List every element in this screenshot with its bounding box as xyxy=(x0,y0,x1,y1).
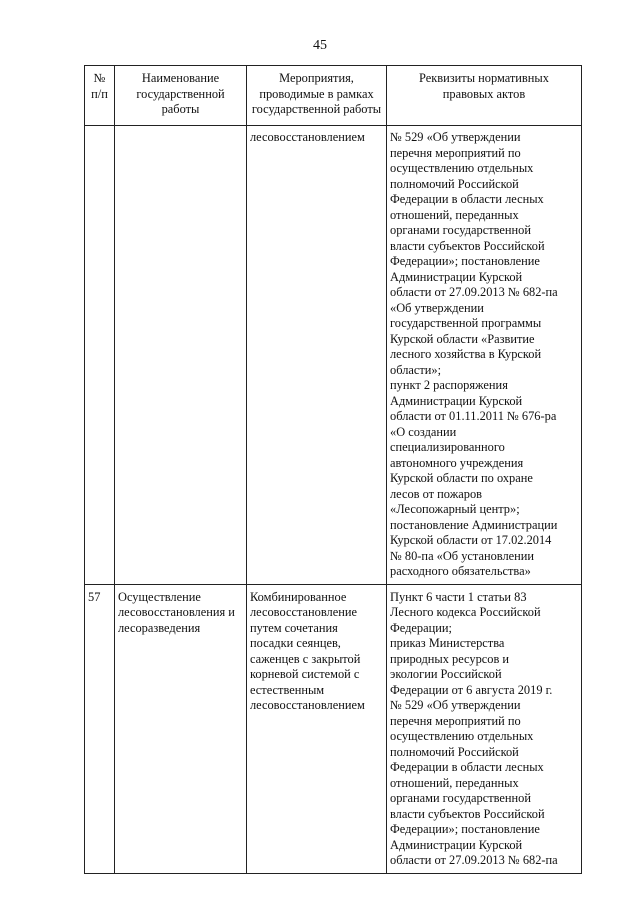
row-measures: Комбинированное лесовосстановление путем сочетания посадки сеянцев, саженцев с закрытой корневой системой с естественным лесовосстановлением xyxy=(247,584,387,873)
document-table xyxy=(84,65,582,874)
page-number: 45 xyxy=(313,38,327,53)
row-work-name xyxy=(115,126,247,585)
row-number: 57 xyxy=(85,584,115,873)
header-measures: Мероприятия, проводимые в рамках государственной работы xyxy=(247,66,387,126)
header-legal-acts: Реквизиты нормативных правовых актов xyxy=(387,66,582,126)
row-legal-acts: Пункт 6 части 1 статьи 83 Лесного кодекса Российской Федерации; приказ Министерства природных ресурсов и экологии Российской Федерации от 6 августа 2019 г. № 529 «Об утверждении перечня мероприятий по осуществлению отдельных полномочий Российской Федерации в области лесных отношений, переданных органами государственной власти субъектов Российской Федерации»; постановление Администрации Курской области от 27.09.2013 № 682-па xyxy=(387,584,582,873)
header-work-name: Наименование государственной работы xyxy=(115,66,247,126)
header-number: № п/п xyxy=(85,66,115,126)
row-work-name: Осуществление лесовосстановления и лесоразведения xyxy=(115,584,247,873)
row-measures: лесовосстановлением xyxy=(247,126,387,585)
table-row xyxy=(85,126,582,585)
row-legal-acts: № 529 «Об утверждении перечня мероприятий по осуществлению отдельных полномочий Российской Федерации в области лесных отношений, переданных органами государственной власти субъектов Российской Федерации»; постановление Администрации Курской области от 27.09.2013 № 682-па «Об утверждении государственной программы Курской области «Развитие лесного хозяйства в Курской области»; пункт 2 распоряжения Администрации Курской области от 01.11.2011 № 676-ра «О создании специализированного автономного учреждения Курской области по охране лесов от пожаров «Лесопожарный центр»; постановление Администрации Курской области от 17.02.2014 № 80-па «Об установлении расходного обязательства» xyxy=(387,126,582,585)
table-header-row xyxy=(85,66,582,126)
table-row xyxy=(85,584,582,873)
row-number xyxy=(85,126,115,585)
